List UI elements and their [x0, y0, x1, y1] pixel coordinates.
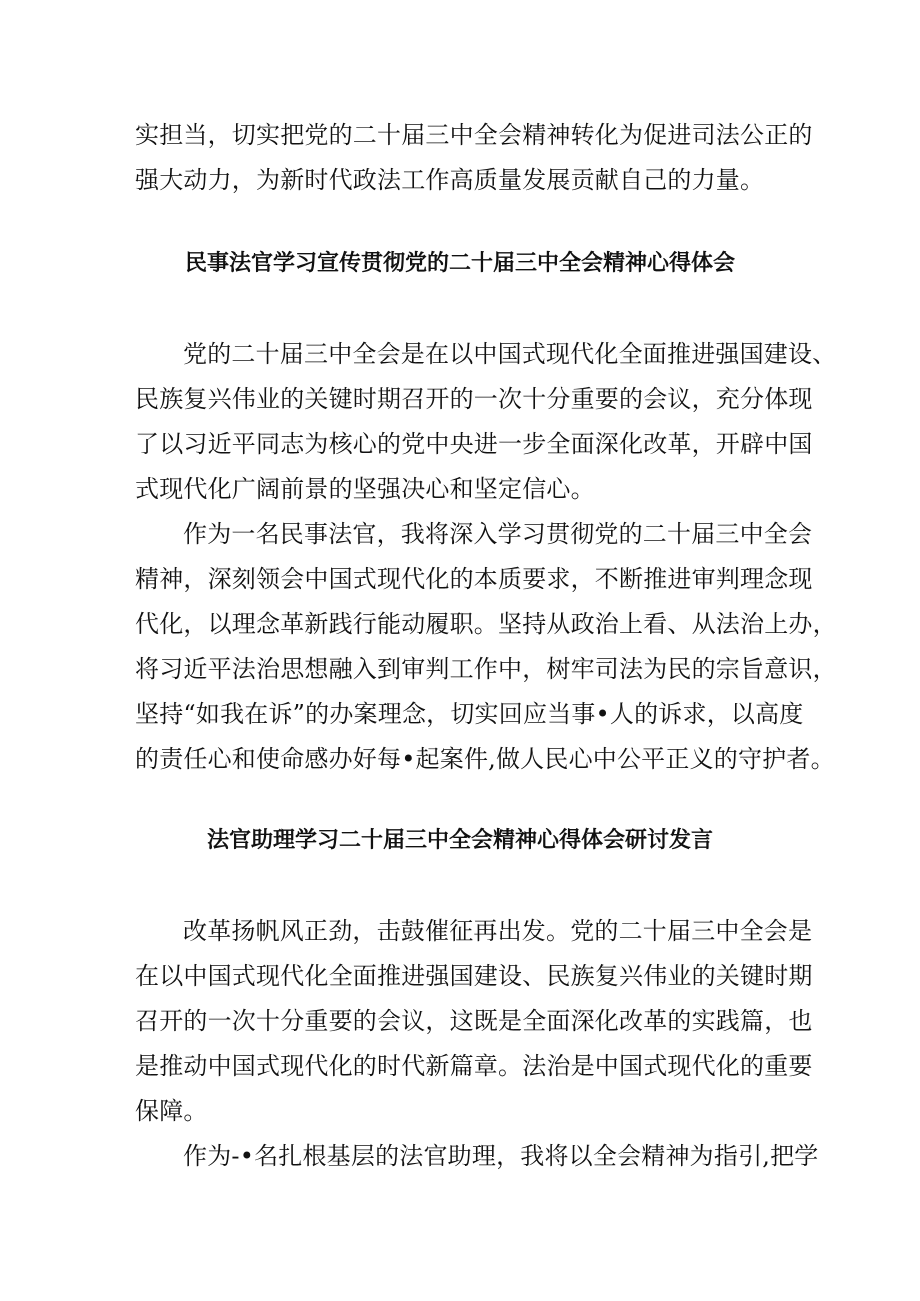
body-text-line: 实担当，切实把党的二十届三中全会精神转化为促进司法公正的	[135, 121, 813, 149]
body-text-line: 民族复兴伟业的关键时期召开的一次十分重要的会议，充分体现	[135, 385, 813, 413]
body-text-line: 改革扬帆风正劲，击鼓催征再出发。党的二十届三中全会是	[183, 917, 813, 945]
body-text-line: 式现代化广阔前景的坚强决心和坚定信心。	[135, 475, 595, 503]
body-text-line: 坚持“如我在诉”的办案理念，切实回应当事•人的诉求，以高度	[135, 700, 804, 728]
body-text-line: 党的二十届三中全会是在以中国式现代化全面推进强国建设、	[183, 340, 837, 368]
body-text-line: 保障。	[135, 1097, 208, 1125]
section-heading: 法官助理学习二十届三中全会精神心得体会研讨发言	[206, 828, 713, 853]
body-text-line: 精神，深刻领会中国式现代化的本质要求，不断推进审判理念现	[135, 565, 813, 593]
body-text-line: 的责任心和使命感办好每•起案件,做人民心中公平正义的守护者。	[135, 745, 835, 773]
body-text-line: 在以中国式现代化全面推进强国建设、民族复兴伟业的关键时期	[135, 962, 813, 990]
body-text-line: 作为一名民事法官，我将深入学习贯彻党的二十届三中全会	[183, 520, 813, 548]
body-text-line: 强大动力，为新时代政法工作高质量发展贡献自己的力量。	[135, 166, 765, 194]
body-text-line: 将习近平法治思想融入到审判工作中，树牢司法为民的宗旨意识，	[135, 655, 837, 683]
body-text-line: 作为-•名扎根基层的法官助理，我将以全会精神为指引,把学	[183, 1142, 819, 1170]
section-heading: 民事法官学习宣传贯彻党的二十届三中全会精神心得体会	[184, 251, 735, 276]
body-text-line: 是推动中国式现代化的时代新篇章。法治是中国式现代化的重要	[135, 1052, 813, 1080]
body-text-line: 了以习近平同志为核心的党中央进一步全面深化改革，开辟中国	[135, 430, 813, 458]
body-text-line: 召开的一次十分重要的会议，这既是全面深化改革的实践篇，也	[135, 1007, 813, 1035]
body-text-line: 代化，以理念革新践行能动履职。坚持从政治上看、从法治上办，	[135, 610, 837, 638]
